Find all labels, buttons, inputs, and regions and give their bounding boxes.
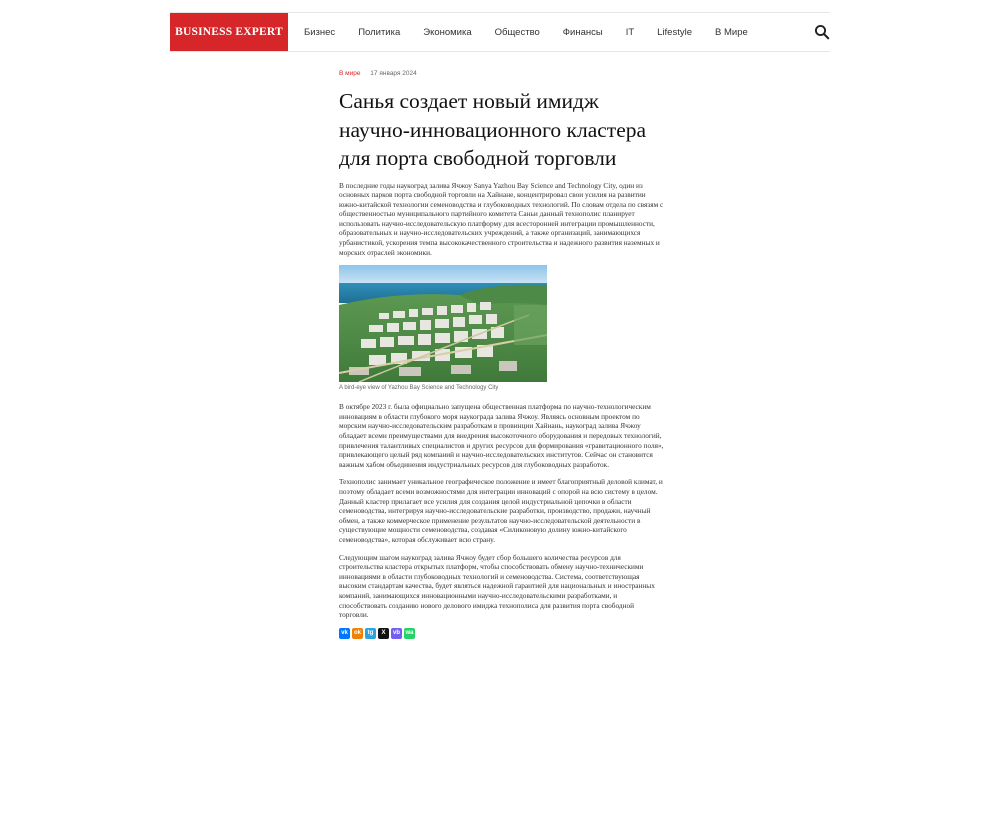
image-caption: A bird-eye view of Yazhou Bay Science and Technology City [339,385,499,392]
ok-share-icon[interactable]: ok [352,628,363,639]
article-paragraph: В последние годы наукоград залива Ячжоу Sanya Yazhou Bay Science and Technology City, один из основных парков порта свободной торговли на Хайнане, концентрировал свои усилия на развитии южно-китайской технологии семеноводства и глубоководных технологий. По словам отдела по связям с общественностью муниципального партийного комитета Саньи данный технополис планирует использовать научно-исследовательскую платформу для всесторонней интеграции промышленности, образовательных и научно-исследовательских учреждений, а также организаций, занимающихся урбанистикой, ускорения темпа высококачественного строительства и надежного развития наземных и морских отраслей экономики. [339,180,664,257]
nav-item-finance[interactable]: Финансы [562,26,603,38]
article-paragraph: Технополис занимает уникальное географическое положение и имеет благоприятный деловой климат, и поэтому обладает всеми возможностями для интеграции инноваций с опорой на всю систему в целом. Данный кластер прилагает все усилия для создания целой индустриальной цепочки в области семеноводства, интегрируя научно-исследовательские разработки, производство, продажи, научный обмен, а также коммерческое применение результатов научно-исследовательской деятельности в существующие мощности семеноводства, создавая «Силиконовую долину южно-китайского семеноводства», которая обслуживает всю страну. [339,477,663,544]
aerial-city-image [339,265,547,382]
nav-item-politics[interactable]: Политика [358,26,401,38]
vk-share-icon[interactable]: vk [339,628,350,639]
article-date: 17 января 2024 [370,70,417,77]
article-paragraph: В октябре 2023 г. была официально запущена общественная платформа по научно-технологическим инновациям в области глубокого моря наукограда залива Ячжоу. Являясь основным проектом по морским научно-исследовательским разработкам в провинции Хайнань, наукоград залива Ячжоу обладает всеми преимуществами для внедрения высокоточного оборудования и передовых технологий, привлечения талантливых специалистов и других ресурсов для формирования «гравитационного поля», привлекающего целый ряд компаний и научно-исследовательских институтов. Сейчас он становится важным хабом объединения индустриальных ресурсов для глубоководных разработок. [339,402,664,469]
site-header [170,12,830,52]
x-share-icon[interactable]: X [378,628,389,639]
whatsapp-share-icon[interactable]: wa [404,628,415,639]
telegram-share-icon[interactable]: tg [365,628,376,639]
article-category-link[interactable]: В мире [339,70,361,77]
site-logo[interactable]: BUSINESS EXPERT [170,13,288,51]
article-title: Санья создает новый имидж научно-инновационного кластера для порта свободной торговли [339,89,647,170]
main-nav [304,13,771,51]
article-photo [339,265,547,382]
nav-item-lifestyle[interactable]: Lifestyle [657,26,692,38]
share-bar [339,628,664,639]
article-paragraph: Следующим шагом наукоград залива Ячжоу будет сбор большего количества ресурсов для строительства кластера открытых платформ, чтобы способствовать обмену научно-техническими инновациями в области глубоководных технологий и семеноводства. Система, соответствующая высоким стандартам качества, будет являться надежной гарантией для национальных и иностранных компаний, занимающихся инновационными научно-исследовательскими разработками, и способствовать созданию нового делового имиджа технополиса для развития порта свободной торговли. [339,552,655,620]
nav-item-business[interactable]: Бизнес [304,26,336,38]
article [339,70,664,639]
nav-item-economy[interactable]: Экономика [423,26,472,38]
nav-item-society[interactable]: Общество [494,26,540,38]
nav-item-it[interactable]: IT [625,26,635,38]
article-meta [339,70,664,80]
viber-share-icon[interactable]: vb [391,628,402,639]
search-icon[interactable] [814,24,830,40]
nav-item-world[interactable]: В Мире [715,26,748,38]
